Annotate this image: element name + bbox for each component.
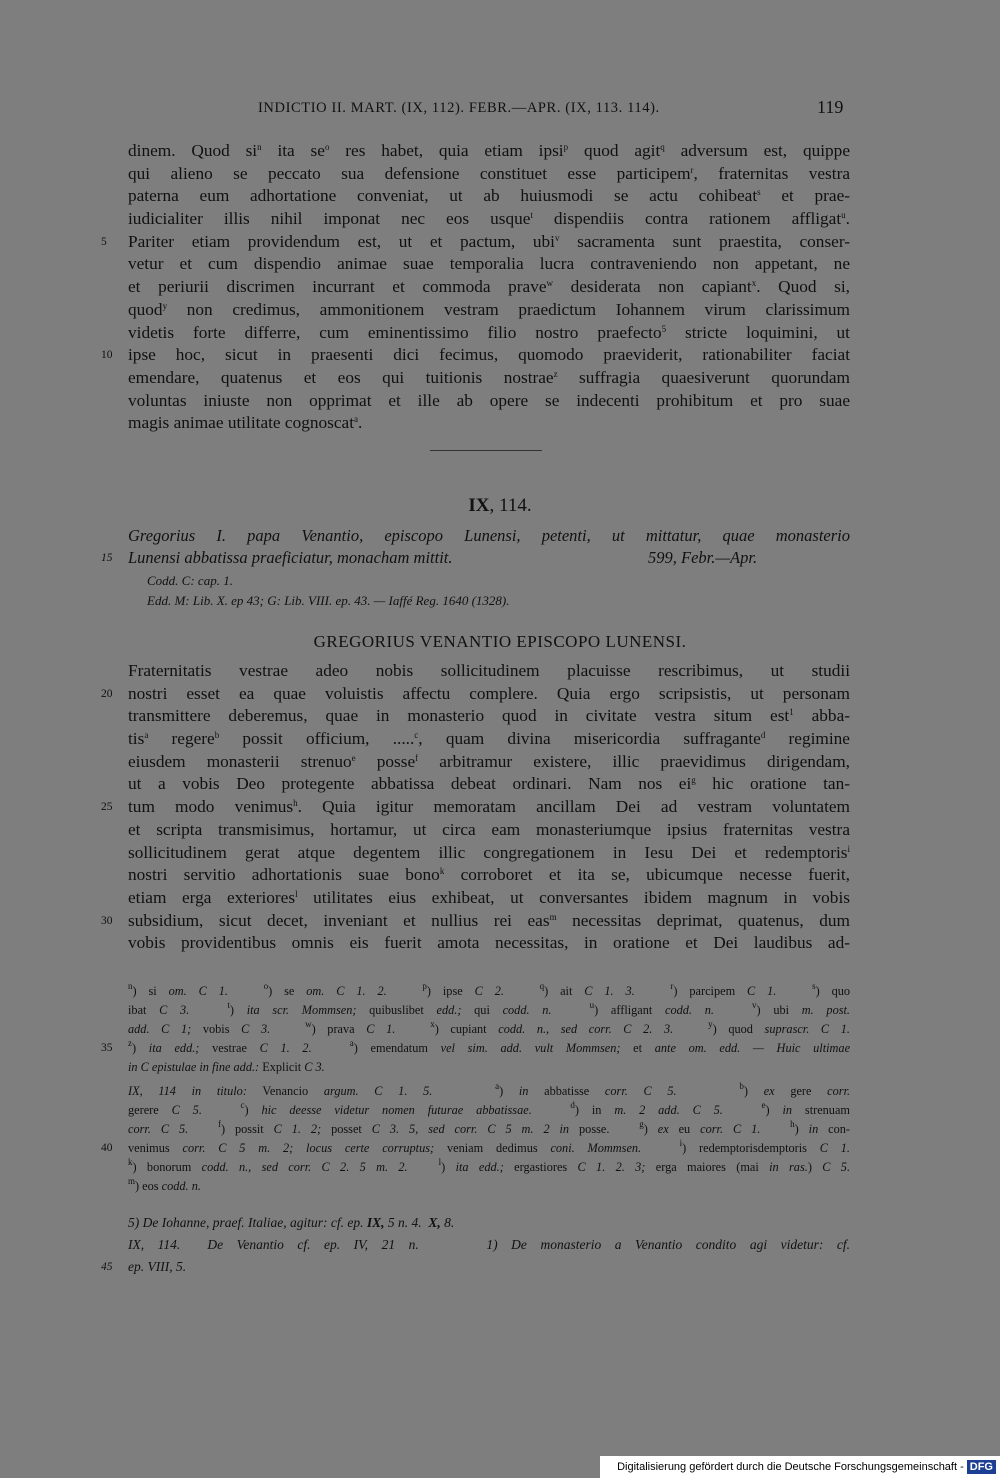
line-text: vobis providentibus omnis eis fuerit amota necessitas, in oratione et Dei laudibus ad- bbox=[128, 933, 850, 953]
text-line bbox=[128, 253, 850, 276]
line-text: vetur et cum dispendio animae suae temporalia lucra contraveniendo non appetant, ne bbox=[128, 254, 850, 274]
codices-line: Codd. C: cap. 1. bbox=[147, 573, 233, 588]
line-text: $^z$) ita edd.; vestrae C 1. 2. $^a$) emendatum vel sim. add. vult Mommsen; et ante om. edd. — Huic ultimae bbox=[128, 1038, 851, 1055]
digitization-footer bbox=[600, 1456, 1000, 1478]
line-text: in C epistulae in fine add.: Explicit C 3. bbox=[128, 1060, 325, 1074]
footnote-line bbox=[128, 982, 850, 1001]
line-text: qui alieno se peccato sua defensione constituet esse participem$^r$, fraternitas vestra bbox=[128, 163, 850, 183]
text-line bbox=[128, 140, 850, 163]
text-line bbox=[128, 842, 850, 865]
line-number: 10 bbox=[101, 349, 113, 362]
line-number: 40 bbox=[101, 1142, 113, 1154]
line-text: sollicitudinem gerat atque degentem illic congregationem in Iesu Dei et redemptoris$^i$ bbox=[128, 842, 850, 862]
footnote-line bbox=[128, 1020, 850, 1039]
line-text: 5) De Iohanne, praef. Italiae, agitur: cf. ep. IX, 5 n. 4. X, 8. bbox=[128, 1215, 455, 1230]
letter-number-rest: , 114. bbox=[489, 495, 532, 516]
text-line bbox=[128, 705, 850, 728]
line-text: add. C 1; vobis C 3. $^w$) prava C 1. $^x$) cupiant codd. n., sed corr. C 2. 3. $^y$) quod suprascr. C 1. bbox=[128, 1019, 850, 1036]
footnote-line bbox=[128, 1058, 850, 1077]
line-number: 45 bbox=[101, 1261, 113, 1273]
dfg-logo: DFG bbox=[967, 1460, 996, 1474]
text-line bbox=[128, 887, 850, 910]
text-line bbox=[128, 773, 850, 796]
text-line bbox=[128, 751, 850, 774]
line-text: $^n$) si om. C 1. $^o$) se om. C 1. 2. $^p$) ipse C 2. $^q$) ait C 1. 3. $^r$) parcipem C 1. $^s$) quo bbox=[128, 981, 851, 998]
text-line bbox=[128, 932, 850, 955]
line-text: tum modo venimus$^h$. Quia igitur memoratam ancillam Dei ad vestram voluntatem bbox=[128, 797, 850, 817]
line-text: iudicialiter illis nihil imponat nec eos usque$^t$ dispendiis contra rationem affligat$^u$. bbox=[128, 209, 850, 229]
line-text: videtis forte differre, cum eminentissimo filio nostro praefecto$^5$ stricte loquimini, ut bbox=[128, 322, 850, 342]
footnote-line bbox=[128, 1177, 850, 1196]
line-number: 35 bbox=[101, 1042, 113, 1054]
text-line bbox=[128, 819, 850, 842]
summary-line bbox=[128, 525, 850, 547]
text-line bbox=[128, 299, 850, 322]
footnote-line bbox=[128, 1101, 850, 1120]
text-line bbox=[128, 367, 850, 390]
line-text: tis$^a$ regere$^b$ possit officium, .....$^c$, quam divina misericordia suffragante$^d$ regimine bbox=[128, 729, 850, 749]
note-line bbox=[101, 1256, 850, 1278]
footnote-line bbox=[101, 1038, 851, 1058]
running-head-title: INDICTIO II. MART. (IX, 112). FEBR.—APR. (IX, 113. 114). bbox=[258, 100, 660, 116]
line-text: magis animae utilitate cognoscat$^a$. bbox=[128, 413, 363, 433]
text-line bbox=[128, 412, 850, 435]
line-text: ut a vobis Deo protegente abbatissa debeat ordinari. Nam nos $ei^g$ hic oratione tan- bbox=[128, 774, 850, 794]
line-text: subsidium, sicut decet, inveniant et nullius rei eas$^m$ necessitas deprimat, quatenus, dum bbox=[128, 910, 850, 930]
line-text: Lunensi abbatissa praeficiatur, monacham mittit. bbox=[128, 548, 453, 567]
footnote-line bbox=[128, 1082, 850, 1101]
footnote-line bbox=[128, 1001, 850, 1020]
line-text: et scripta transmisimus, hortamur, ut circa eam monasteriumque ipsius fraternitas vestra bbox=[128, 819, 850, 839]
line-text: venimus corr. C 5 m. 2; locus certe corruptus; veniam dedimus coni. Mommsen. $^i$) redemptorisdemptoris C 1. bbox=[128, 1138, 851, 1155]
line-text: Pariter etiam providendum est, ut et pactum, ubi$^v$ sacramenta sunt praestita, conser- bbox=[128, 231, 850, 251]
line-text: Gregorius I. papa Venantio, episcopo Lunensi, petenti, ut mittatur, quae monasterio bbox=[128, 526, 850, 545]
line-text: etiam erga exteriores$^l$ utilitates eius exhibeat, ut conversantes ibidem magnum in vobis bbox=[128, 887, 850, 907]
line-text: nostri esset ea quae voluistis affectu complere. Quia ergo scripsistis, ut personam bbox=[128, 683, 850, 703]
letter-body-continued bbox=[101, 140, 851, 435]
line-number: 30 bbox=[101, 914, 113, 927]
line-number: 20 bbox=[101, 687, 113, 700]
page-number: 119 bbox=[817, 97, 844, 117]
note-line bbox=[128, 1234, 850, 1256]
text-line bbox=[128, 660, 850, 683]
line-number: 15 bbox=[101, 552, 113, 564]
letter-body bbox=[101, 660, 850, 955]
line-text: emendare, quatenus et eos qui tuitionis nostrae$^z$ suffragia quaesiverunt quorundam bbox=[128, 367, 850, 387]
line-text: $^m$) eos codd. n. bbox=[128, 1176, 201, 1193]
letter-date: 599, Febr.—Apr. bbox=[648, 548, 758, 567]
letter-summary bbox=[101, 525, 850, 569]
text-line bbox=[128, 390, 850, 413]
line-text: eiusdem monasterii strenuo$^e$ posse$^f$ arbitramur existere, illic praevidimus dirigendam, bbox=[128, 751, 850, 771]
addressee-heading: GREGORIUS VENANTIO EPISCOPO LUNENSI. bbox=[313, 632, 687, 651]
line-number: 25 bbox=[101, 801, 113, 814]
line-text: corr. C 5. $^f$) possit C 1. 2; posset C 3. 5, sed corr. C 5 m. 2 in posse. $^g$) ex eu corr. C 1. $^h$) in con- bbox=[128, 1119, 851, 1136]
line-text: ep. VIII, 5. bbox=[128, 1259, 187, 1274]
text-line bbox=[101, 344, 850, 367]
running-head bbox=[0, 97, 1000, 120]
line-text: ibat C 3. $^t$) ita scr. Mommsen; quibuslibet edd.; qui codd. n. $^u$) affligant codd. n. $^v$) ubi m. post. bbox=[128, 1000, 850, 1017]
text-line bbox=[128, 163, 850, 186]
letter-number-bold: IX bbox=[468, 495, 490, 516]
critical-apparatus-1 bbox=[101, 981, 851, 1077]
letter-number bbox=[0, 495, 1000, 517]
line-text: et periurii discrimen incurrant et commoda prave$^w$ desiderata non capiant$^x$. Quod si, bbox=[128, 277, 850, 297]
text-line bbox=[128, 276, 850, 299]
line-text: paterna eum adhortatione conveniat, ut ab huiusmodi se actu cohibeat$^s$ et prae- bbox=[128, 186, 851, 206]
text-line bbox=[128, 728, 850, 751]
line-text: ipse hoc, sicut in praesenti dici fecimus, quomodo praeviderit, rationabiliter faciat bbox=[128, 345, 850, 365]
historical-notes bbox=[101, 1212, 850, 1278]
line-text: gerere C 5. $^c$) hic deesse videtur nomen futurae abbatissae. $^d$) in m. 2 add. C 5. $^e$) in strenuam bbox=[128, 1100, 850, 1117]
line-text: nostri servitio adhortationis suae bono$^k$ corroboret et ita se, ubicumque necesse fuerit, bbox=[128, 865, 850, 885]
line-text: $^k$) bonorum codd. n., sed corr. C 2. 5 m. 2. $^l$) ita edd.; ergastiores C 1. 2. 3; erga maiores (mai in ras.) C 5. bbox=[128, 1157, 851, 1174]
text-line bbox=[128, 864, 850, 887]
text-line bbox=[128, 208, 850, 231]
text-line bbox=[101, 231, 850, 254]
text-line bbox=[101, 683, 850, 706]
line-text: Fraternitatis vestrae adeo nobis sollicitudinem placuisse rescribimus, ut studii bbox=[128, 661, 850, 680]
summary-line bbox=[101, 547, 850, 569]
line-text: quod$^y$ non credimus, ammonitionem vestram praedictum Iohannem virum clarissimum bbox=[128, 299, 850, 319]
line-text: dinem. Quod $si^n$ ita $se^o$ res habet, quia etiam ipsi$^p$ quod agit$^q$ adversum est, quippe bbox=[128, 141, 850, 160]
text-line bbox=[128, 185, 850, 208]
line-text: IX, 114. De Venantio cf. ep. IV, 21 n. 1) De monasterio a Venantio condito agi videtur: cf. bbox=[128, 1237, 850, 1252]
footnote-line bbox=[128, 1120, 850, 1139]
text-line bbox=[101, 796, 850, 819]
line-text: transmittere deberemus, quae in monasterio quod in civitate vestra situm est$^1$ abba- bbox=[128, 706, 850, 726]
note-line bbox=[128, 1212, 850, 1234]
line-number: 5 bbox=[101, 235, 107, 248]
line-text: voluntas iniuste non opprimat et ille ab opere se indecenti prohibitum et pro suae bbox=[128, 390, 850, 410]
text-line bbox=[128, 322, 850, 345]
line-text: IX, 114 in titulo: Venancio argum. C 1. 5. $^a$) in abbatisse corr. C 5. $^b$) ex gere corr. bbox=[128, 1081, 851, 1098]
text-line bbox=[101, 910, 850, 933]
critical-apparatus-2 bbox=[101, 1081, 851, 1196]
footnote-line bbox=[128, 1158, 850, 1177]
footer-text: Digitalisierung gefördert durch die Deutsche Forschungsgemeinschaft - bbox=[617, 1461, 964, 1473]
footnote-line bbox=[101, 1138, 851, 1158]
section-separator bbox=[430, 450, 542, 451]
editions-line: Edd. M: Lib. X. ep 43; G: Lib. VIII. ep. 43. — Iaffé Reg. 1640 (1328). bbox=[147, 593, 510, 608]
